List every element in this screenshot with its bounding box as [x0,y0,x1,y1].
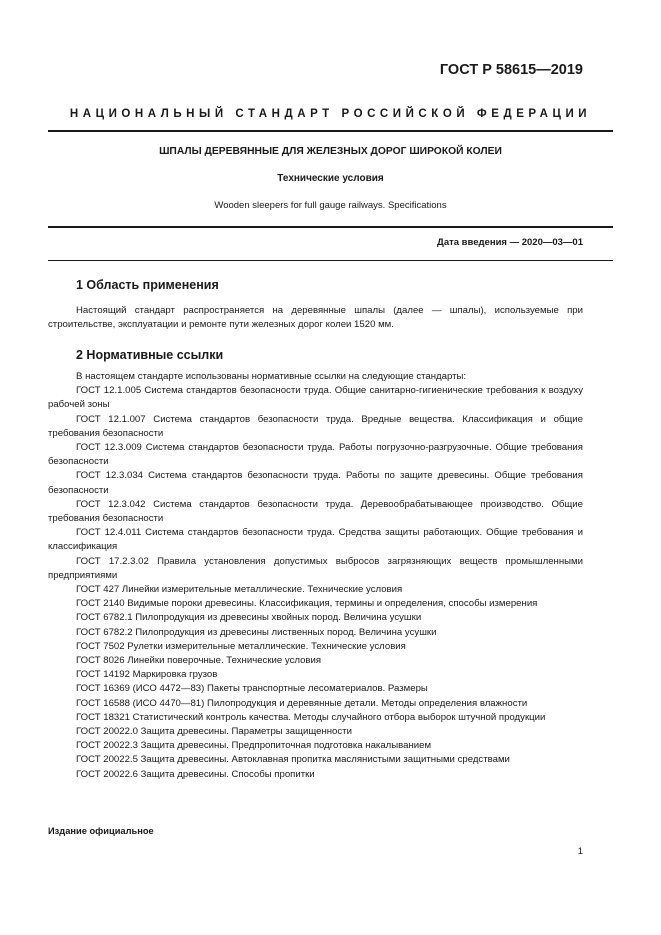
reference-item: ГОСТ 17.2.3.02 Правила установления допустимых выбросов загрязняющих веществ промышленными предприятиями [48,555,583,581]
reference-item: ГОСТ 2140 Видимые пороки древесины. Классификация, термины и определения, способы измерения [76,598,538,610]
references-intro: В настоящем стандарте использованы нормативные ссылки на следующие стандарты: [76,371,467,382]
reference-item: ГОСТ 20022.3 Защита древесины. Предпропиточная подготовка накалыванием [76,740,432,752]
reference-item: ГОСТ 6782.1 Пилопродукция из древесины хвойных пород. Величина усушки [76,612,422,624]
date-divider [48,260,613,261]
reference-item: ГОСТ 12.3.009 Система стандартов безопасности труда. Работы погрузочно-разгрузочные. Общие требования безопасности [48,442,583,468]
reference-item: ГОСТ 427 Линейки измерительные металлические. Технические условия [76,584,403,596]
top-divider [48,130,613,132]
document-title: ШПАЛЫ ДЕРЕВЯННЫЕ ДЛЯ ЖЕЛЕЗНЫХ ДОРОГ ШИРОКОЙ КОЛЕИ [159,146,502,157]
official-edition-label: Издание официальное [48,826,154,836]
reference-item: ГОСТ 12.3.034 Система стандартов безопасности труда. Работы по защите древесины. Общие требования безопасности [48,470,583,496]
reference-item: ГОСТ 12.1.005 Система стандартов безопасности труда. Общие санитарно-гигиенические требования к воздуху рабочей зоны [48,385,583,411]
reference-item: ГОСТ 14192 Маркировка грузов [76,669,218,681]
section-1-heading: 1 Область применения [76,278,219,292]
national-standard-banner: НАЦИОНАЛЬНЫЙ СТАНДАРТ РОССИЙСКОЙ ФЕДЕРАЦИИ [69,108,592,120]
reference-item: ГОСТ 20022.5 Защита древесины. Автоклавная пропитка маслянистыми защитными средствами [76,754,510,766]
reference-item: ГОСТ 16369 (ИСО 4472—83) Пакеты транспортные лесоматериалов. Размеры [76,683,428,695]
reference-item: ГОСТ 12.4.011 Система стандартов безопасности труда. Средства защиты работающих. Общие требования и классификация [48,527,583,553]
section-1-text: Настоящий стандарт распространяется на деревянные шпалы (далее — шпалы), используемые при строительстве, эксплуатации и ремонте пути железных дорог колеи 1520 мм. [48,305,583,331]
document-subtitle: Технические условия [277,173,384,184]
gost-number: ГОСТ Р 58615—2019 [439,62,583,78]
section-2-heading: 2 Нормативные ссылки [76,348,224,362]
reference-item: ГОСТ 6782.2 Пилопродукция из древесины лиственных пород. Величина усушки [76,626,437,638]
reference-item: ГОСТ 12.3.042 Система стандартов безопасности труда. Деревообрабатывающее производство. Общие требования безопасности [48,498,583,525]
title-divider [48,226,613,228]
reference-item: ГОСТ 8026 Линейки поверочные. Технические условия [76,655,322,667]
reference-item: ГОСТ 12.1.007 Система стандартов безопасности труда. Вредные вещества. Классификация и общие требования безопасности [48,413,583,439]
reference-item: ГОСТ 16588 (ИСО 4470—81) Пилопродукция и деревянные детали. Методы определения влажности [76,697,528,709]
reference-item: ГОСТ 20022.0 Защита древесины. Параметры защищенности [76,726,352,738]
reference-item: ГОСТ 7502 Рулетки измерительные металлические. Технические условия [76,640,406,652]
normative-references [48,370,583,782]
reference-item: ГОСТ 18321 Статистический контроль качества. Методы случайного отбора выборок штучной продукции [76,711,546,723]
reference-item: ГОСТ 20022.6 Защита древесины. Способы пропитки [76,768,315,780]
page-number: 1 [577,846,583,857]
introduction-date: Дата введения — 2020—03—01 [437,237,583,248]
english-title: Wooden sleepers for full gauge railways. Specifications [214,200,447,211]
